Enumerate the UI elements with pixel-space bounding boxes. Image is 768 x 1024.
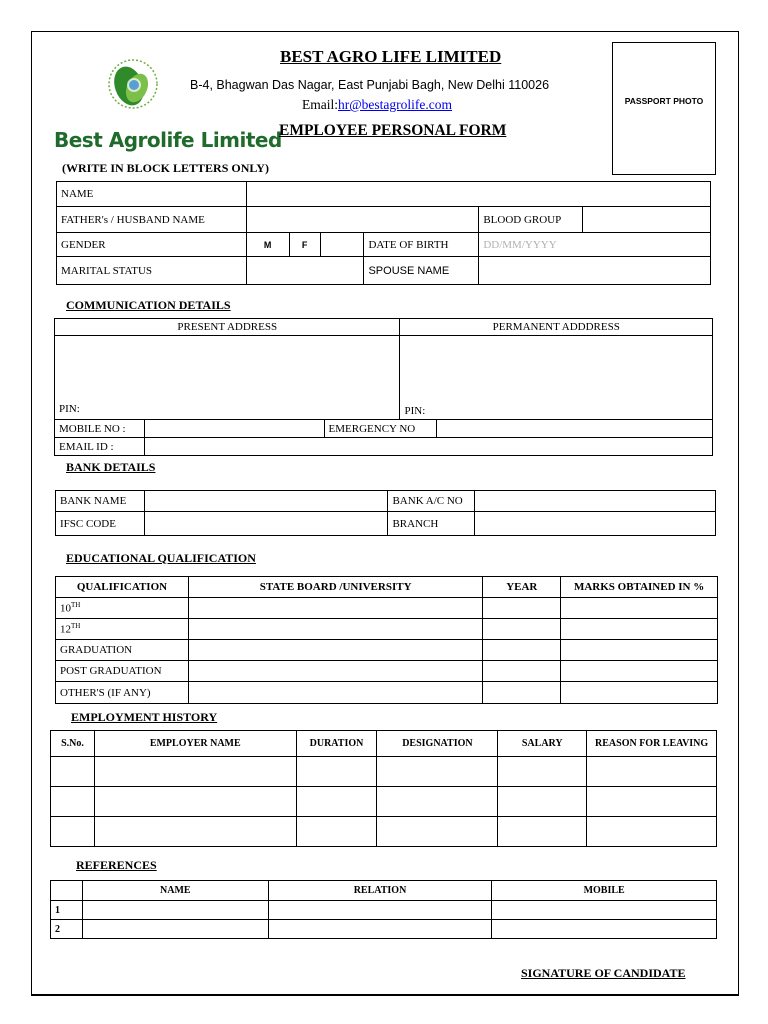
emp-header-duration: DURATION [296, 731, 377, 757]
emp-cell[interactable] [377, 787, 498, 817]
personal-details-table [56, 181, 711, 285]
ref-header-mobile: MOBILE [492, 881, 717, 901]
table-row [51, 757, 717, 787]
bank-name-field[interactable] [144, 491, 388, 512]
logo-text: Best Agrolife Limited [54, 128, 282, 152]
father-name-field[interactable] [246, 207, 479, 233]
name-field[interactable] [246, 182, 710, 207]
gender-f-option[interactable]: F [289, 233, 320, 257]
blood-group-field[interactable] [583, 207, 711, 233]
present-address-field[interactable] [55, 336, 400, 420]
edu-marks-field[interactable] [561, 661, 718, 682]
spouse-name-field[interactable] [479, 257, 711, 285]
email-link[interactable]: hr@bestagrolife.com [338, 97, 453, 112]
company-name: BEST AGRO LIFE LIMITED [280, 47, 502, 66]
permanent-address-field[interactable] [400, 336, 713, 420]
employment-title: EMPLOYMENT HISTORY [71, 710, 218, 724]
emp-cell[interactable] [587, 787, 717, 817]
references-title: REFERENCES [76, 858, 157, 872]
employment-table [50, 730, 717, 847]
edu-header-year: YEAR [483, 577, 561, 598]
emp-header-designation: DESIGNATION [377, 731, 498, 757]
emp-cell[interactable] [498, 817, 587, 847]
edu-year-field[interactable] [483, 640, 561, 661]
ref-cell[interactable] [492, 920, 717, 939]
edu-marks-field[interactable] [561, 598, 718, 619]
edu-header-board: STATE BOARD /UNIVERSITY [188, 577, 482, 598]
present-address-header: PRESENT ADDRESS [55, 319, 400, 336]
edu-board-field[interactable] [188, 619, 482, 640]
emergency-field[interactable] [437, 420, 713, 438]
email-id-field[interactable] [144, 438, 712, 456]
edu-marks-field[interactable] [561, 619, 718, 640]
company-logo [103, 52, 163, 122]
father-name-label: FATHER's / HUSBAND NAME [57, 207, 247, 233]
emp-header-employer: EMPLOYER NAME [94, 731, 296, 757]
emp-header-salary: SALARY [498, 731, 587, 757]
leaf-globe-icon [103, 52, 163, 122]
ref-cell[interactable] [82, 901, 268, 920]
blood-group-label: BLOOD GROUP [479, 207, 583, 233]
edu-marks-field[interactable] [561, 640, 718, 661]
signature-label: SIGNATURE OF CANDIDATE [521, 966, 686, 980]
edu-year-field[interactable] [483, 661, 561, 682]
edu-header-qualification: QUALIFICATION [56, 577, 189, 598]
emp-cell[interactable] [94, 757, 296, 787]
emp-cell[interactable] [587, 817, 717, 847]
bank-table [55, 490, 716, 536]
emp-cell[interactable] [296, 787, 377, 817]
ref-cell[interactable] [268, 920, 492, 939]
communication-title: COMMUNICATION DETAILS [66, 298, 231, 312]
gender-label: GENDER [57, 233, 247, 257]
edu-row-others: OTHER'S (IF ANY) [56, 682, 189, 704]
references-table [50, 880, 717, 939]
emp-cell[interactable] [51, 817, 95, 847]
gender-m-option[interactable]: M [246, 233, 289, 257]
emp-cell[interactable] [498, 787, 587, 817]
passport-photo-box[interactable] [612, 42, 716, 175]
edu-row-12th: 12TH [56, 619, 189, 640]
gender-extra-cell [320, 233, 364, 257]
ref-cell[interactable] [268, 901, 492, 920]
marital-status-field[interactable] [246, 257, 364, 285]
table-row [51, 787, 717, 817]
ref-cell[interactable] [492, 901, 717, 920]
name-label: NAME [57, 182, 247, 207]
table-row [51, 920, 717, 939]
spouse-name-label: SPOUSE NAME [364, 257, 479, 285]
table-row [51, 901, 717, 920]
mobile-field[interactable] [144, 420, 324, 438]
ref-row-number: 1 [51, 901, 83, 920]
emp-cell[interactable] [377, 757, 498, 787]
emp-cell[interactable] [296, 817, 377, 847]
edu-row-graduation: GRADUATION [56, 640, 189, 661]
edu-marks-field[interactable] [561, 682, 718, 704]
emp-cell[interactable] [94, 787, 296, 817]
company-email [302, 97, 452, 113]
ref-header-blank [51, 881, 83, 901]
edu-board-field[interactable] [188, 640, 482, 661]
bank-name-label: BANK NAME [56, 491, 145, 512]
email-id-label: EMAIL ID : [55, 438, 145, 456]
edu-board-field[interactable] [188, 598, 482, 619]
edu-board-field[interactable] [188, 661, 482, 682]
form-title: EMPLOYEE PERSONAL FORM [279, 122, 507, 139]
company-address: B-4, Bhagwan Das Nagar, East Punjabi Bagh, New Delhi 110026 [190, 78, 550, 92]
permanent-pin-label: PIN: [404, 405, 426, 417]
emp-cell[interactable] [51, 787, 95, 817]
branch-field[interactable] [475, 512, 716, 536]
edu-year-field[interactable] [483, 598, 561, 619]
mobile-label: MOBILE NO : [55, 420, 145, 438]
bank-account-field[interactable] [475, 491, 716, 512]
branch-label: BRANCH [388, 512, 475, 536]
emp-cell[interactable] [587, 757, 717, 787]
emp-cell[interactable] [296, 757, 377, 787]
edu-header-marks: MARKS OBTAINED IN % [561, 577, 718, 598]
edu-year-field[interactable] [483, 682, 561, 704]
edu-row-post-graduation: POST GRADUATION [56, 661, 189, 682]
table-row [51, 817, 717, 847]
ifsc-field[interactable] [144, 512, 388, 536]
edu-board-field[interactable] [188, 682, 482, 704]
present-pin-label: PIN: [59, 403, 80, 415]
ref-header-name: NAME [82, 881, 268, 901]
dob-label: DATE OF BIRTH [364, 233, 479, 257]
emergency-label: EMERGENCY NO [324, 420, 437, 438]
education-table [55, 576, 718, 704]
permanent-address-header: PERMANENT ADDDRESS [400, 319, 713, 336]
ref-header-relation: RELATION [268, 881, 492, 901]
email-label: Email: [302, 97, 338, 112]
dob-field[interactable]: DD/MM/YYYY [479, 233, 711, 257]
emp-header-sno: S.No. [51, 731, 95, 757]
ref-row-number: 2 [51, 920, 83, 939]
ifsc-label: IFSC CODE [56, 512, 145, 536]
edu-row-10th: 10TH [56, 598, 189, 619]
communication-table [54, 318, 713, 456]
emp-header-reason: REASON FOR LEAVING [587, 731, 717, 757]
emp-cell[interactable] [498, 757, 587, 787]
education-title: EDUCATIONAL QUALIFICATION [66, 551, 256, 565]
block-letters-instruction: (WRITE IN BLOCK LETTERS ONLY) [62, 161, 269, 175]
marital-status-label: MARITAL STATUS [57, 257, 247, 285]
emp-cell[interactable] [377, 817, 498, 847]
emp-cell[interactable] [94, 817, 296, 847]
bank-title: BANK DETAILS [66, 460, 156, 474]
bank-account-label: BANK A/C NO [388, 491, 475, 512]
edu-year-field[interactable] [483, 619, 561, 640]
ref-cell[interactable] [82, 920, 268, 939]
passport-photo-label: PASSPORT PHOTO [624, 96, 704, 106]
emp-cell[interactable] [51, 757, 95, 787]
